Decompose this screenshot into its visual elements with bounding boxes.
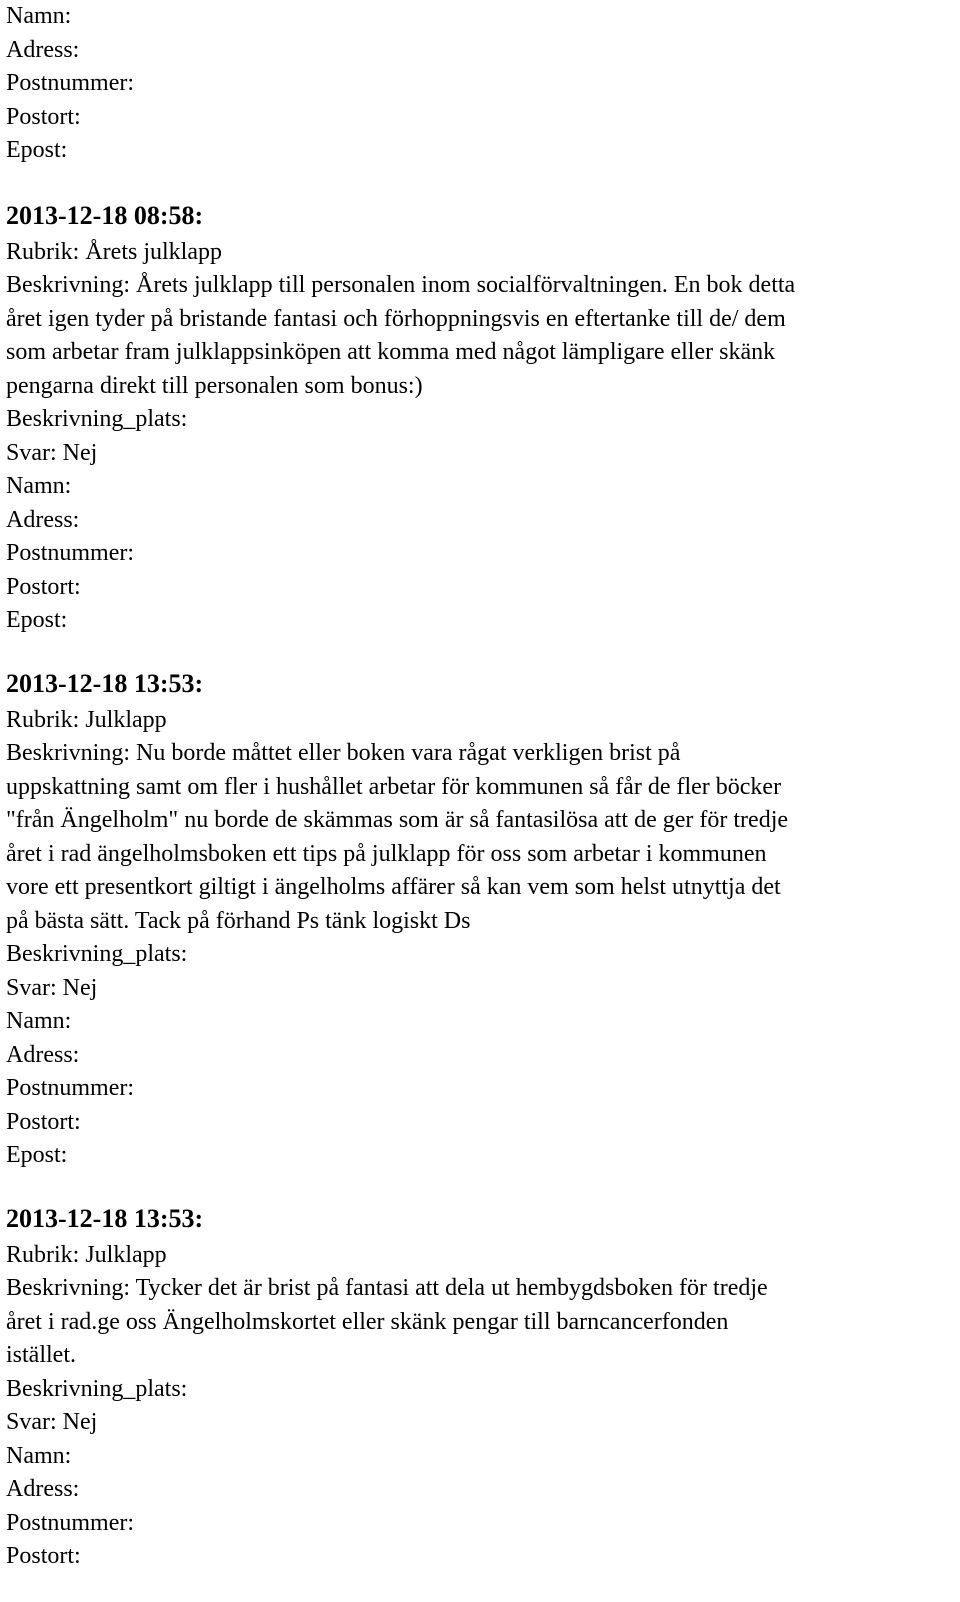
field-adress: Adress: (6, 1476, 80, 1502)
field-beskrivning-plats: Beskrivning_plats: (6, 941, 188, 967)
entry-beskrivning-line: Beskrivning: Tycker det är brist på fantasi att dela ut hembygdsboken för tredje (6, 1275, 768, 1301)
entry-beskrivning-line: vore ett presentkort giltigt i ängelholms affärer så kan vem som helst utnyttja det (6, 874, 781, 900)
field-postnummer: Postnummer: (6, 1075, 135, 1101)
document-page (6, 0, 956, 1574)
spacer (6, 168, 956, 196)
field-namn: Namn: (6, 3, 72, 29)
entry (6, 1199, 956, 1574)
field-postnummer: Postnummer: (6, 70, 135, 96)
field-beskrivning-plats: Beskrivning_plats: (6, 1375, 188, 1402)
field-postort: Postort: (6, 573, 81, 600)
spacer (6, 1173, 956, 1199)
field-svar: Svar: Nej (6, 1409, 98, 1435)
field-epost: Epost: (6, 607, 68, 633)
field-svar: Svar: Nej (6, 974, 98, 1001)
field-postort: Postort: (6, 103, 81, 130)
entry-beskrivning-line: istället. (6, 1342, 76, 1368)
entry-beskrivning-line: året igen tyder på bristande fantasi och förhoppningsvis en eftertanke till de/ dem (6, 305, 786, 332)
entry (6, 196, 956, 638)
entry-timestamp: 2013-12-18 08:58: (6, 200, 204, 230)
field-adress: Adress: (6, 1041, 80, 1068)
entry-timestamp: 2013-12-18 13:53: (6, 668, 204, 698)
entry-beskrivning-line: Beskrivning: Årets julklapp till personalen inom socialförvaltningen. En bok detta (6, 272, 796, 298)
field-beskrivning-plats: Beskrivning_plats: (6, 406, 188, 432)
entry-beskrivning-line: Beskrivning: Nu borde måttet eller boken vara rågat verkligen brist på (6, 740, 681, 766)
field-postort: Postort: (6, 1543, 81, 1569)
entry-beskrivning-line: på bästa sätt. Tack på förhand Ps tänk logiskt Ds (6, 907, 471, 934)
field-adress: Adress: (6, 506, 80, 533)
entry-fields-top (6, 0, 956, 168)
field-namn: Namn: (6, 1008, 72, 1034)
field-namn: Namn: (6, 473, 72, 499)
entry-rubrik: Rubrik: Julklapp (6, 1241, 167, 1268)
entry-beskrivning-line: året i rad.ge oss Ängelholmskortet eller skänk pengar till barncancerfonden (6, 1308, 729, 1335)
field-epost: Epost: (6, 1142, 68, 1168)
entry-beskrivning-line: "från Ängelholm" nu borde de skämmas som är så fantasilösa att de ger för tredje (6, 807, 789, 833)
entry-beskrivning-line: som arbetar fram julklappsinköpen att komma med något lämpligare eller skänk (6, 339, 776, 365)
entry-beskrivning-line: pengarna direkt till personalen som bonus:) (6, 372, 423, 399)
spacer (6, 638, 956, 664)
entry-rubrik: Rubrik: Årets julklapp (6, 238, 222, 265)
field-postort: Postort: (6, 1108, 81, 1135)
entry-timestamp: 2013-12-18 13:53: (6, 1203, 204, 1233)
field-postnummer: Postnummer: (6, 540, 135, 566)
field-epost: Epost: (6, 137, 68, 163)
field-postnummer: Postnummer: (6, 1509, 135, 1536)
entry-rubrik: Rubrik: Julklapp (6, 706, 167, 733)
entry (6, 664, 956, 1173)
entry-beskrivning-line: uppskattning samt om fler i hushållet arbetar för kommunen så får de fler böcker (6, 773, 782, 800)
field-svar: Svar: Nej (6, 439, 98, 466)
entry-beskrivning-line: året i rad ängelholmsboken ett tips på julklapp för oss som arbetar i kommunen (6, 840, 767, 867)
field-namn: Namn: (6, 1442, 72, 1469)
field-adress: Adress: (6, 36, 80, 63)
